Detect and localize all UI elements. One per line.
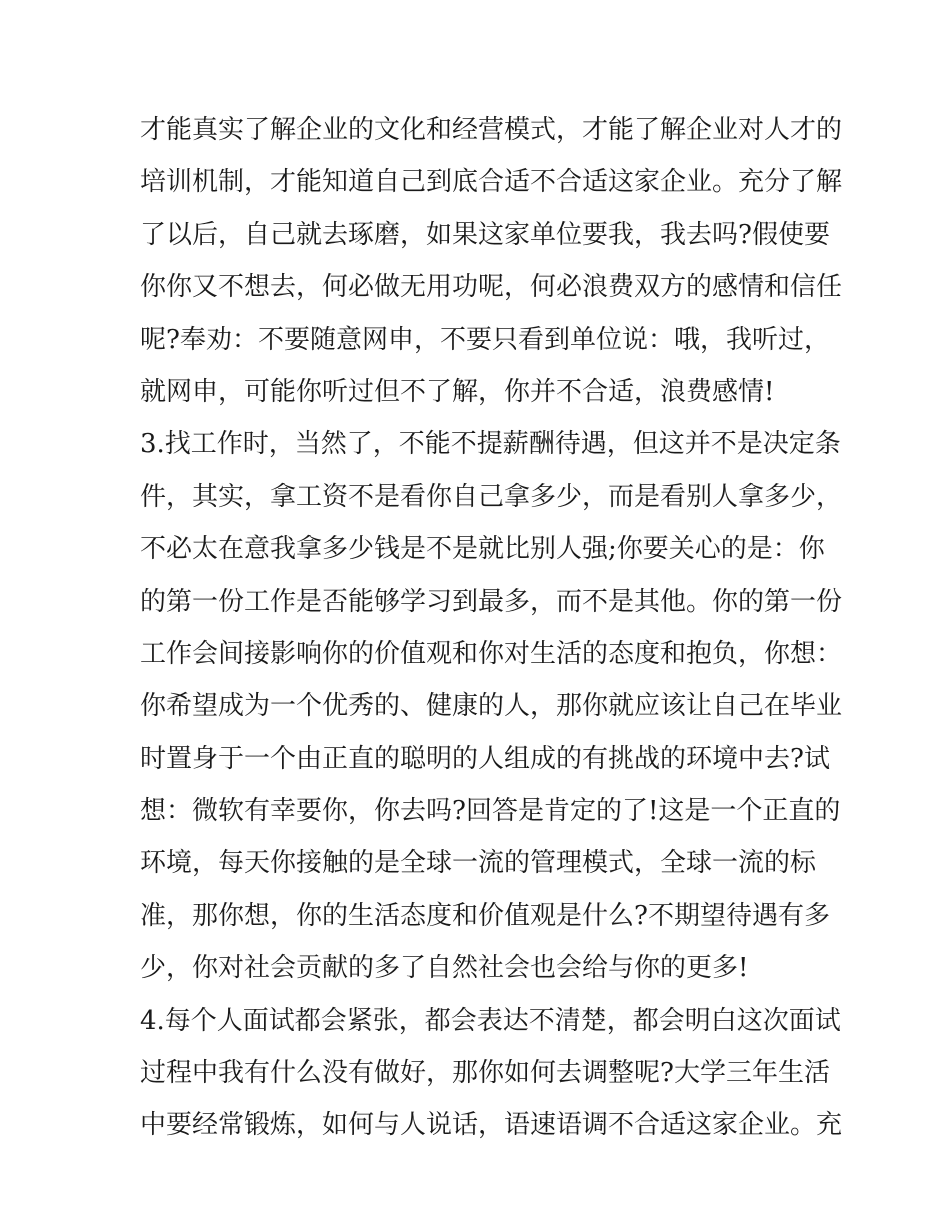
- text-line: 时置身于一个由正直的聪明的人组成的有挑战的环境中去?试: [140, 743, 830, 774]
- text-line: 工作会间接影响你的价值观和你对生活的态度和抱负，你想：: [140, 638, 843, 669]
- text-line: 4.每个人面试都会紧张，都会表达不清楚，都会明白这次面试: [140, 1005, 841, 1036]
- text-line: 3.找工作时，当然了，不能不提薪酬待遇，但这并不是决定条: [140, 429, 841, 460]
- text-line: 准，那你想，你的生活态度和价值观是什么?不期望待遇有多: [140, 900, 830, 931]
- text-line: 你希望成为一个优秀的、健康的人，那你就应该让自己在毕业: [140, 691, 843, 722]
- text-line: 培训机制，才能知道自己到底合适不合适这家企业。充分了解: [140, 167, 843, 198]
- text-line: 中要经常锻炼，如何与人说话，语速语调不合适这家企业。充: [140, 1110, 843, 1141]
- text-line: 呢?奉劝：不要随意网申，不要只看到单位说：哦，我听过，: [140, 324, 830, 355]
- document-body: [140, 104, 843, 1152]
- text-line: 环境，每天你接触的是全球一流的管理模式，全球一流的标: [140, 848, 817, 879]
- text-line: 才能真实了解企业的文化和经营模式，才能了解企业对人才的: [140, 115, 843, 145]
- text-line: 了以后，自己就去琢磨，如果这家单位要我，我去吗?假使要: [140, 219, 830, 250]
- text-line: 想：微软有幸要你，你去吗?回答是肯定的了!这是一个正直的: [140, 796, 841, 827]
- text-line: 就网申，可能你听过但不了解，你并不合适，浪费感情!: [140, 376, 775, 407]
- text-line: 的第一份工作是否能够学习到最多，而不是其他。你的第一份: [140, 586, 843, 617]
- text-line: 不必太在意我拿多少钱是不是就比别人强;你要关心的是：你: [140, 534, 825, 565]
- text-line: 你你又不想去，何必做无用功呢，何必浪费双方的感情和信任: [140, 272, 843, 303]
- text-line: 件，其实，拿工资不是看你自己拿多少，而是看别人拿多少，: [140, 481, 843, 512]
- text-line: 少，你对社会贡献的多了自然社会也会给与你的更多!: [140, 953, 749, 984]
- text-line: 过程中我有什么没有做好，那你如何去调整呢?大学三年生活: [140, 1058, 830, 1089]
